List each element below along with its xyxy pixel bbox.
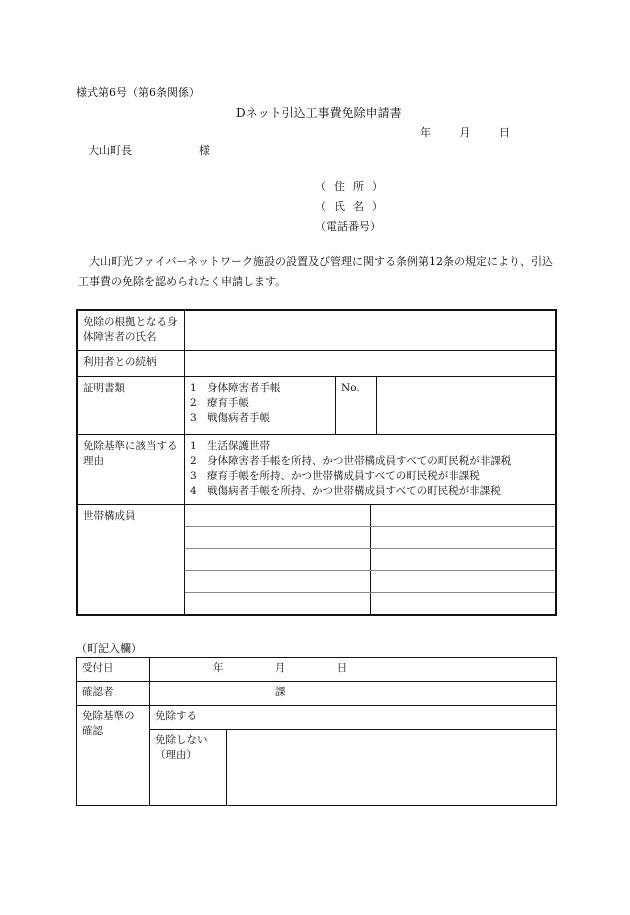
certificate-option[interactable]: 1 身体障害者手帳: [190, 381, 281, 394]
household-cell[interactable]: [370, 592, 555, 614]
household-cell[interactable]: [185, 505, 370, 527]
disabled-person-name-field[interactable]: [185, 310, 557, 350]
form-number: 様式第6号（第6条関係）: [76, 86, 200, 99]
household-cell[interactable]: [370, 505, 555, 527]
phone-label: （電話番号）: [315, 220, 381, 233]
addressee-suffix: 様: [199, 144, 210, 157]
addressee-name: 大山町長: [88, 144, 132, 157]
date-line: [420, 124, 510, 140]
addressee: [88, 142, 210, 158]
day-label: 日: [499, 126, 510, 139]
exempt-option[interactable]: 免除する: [150, 706, 557, 730]
applicant-block: [315, 177, 383, 237]
reason-option[interactable]: 2 身体障害者手帳を所持、かつ世帯構成員すべての町民税が非課税: [190, 454, 512, 467]
certificate-number-field[interactable]: [377, 376, 557, 434]
received-date-field[interactable]: [150, 658, 557, 682]
town-table: [76, 657, 557, 806]
certificate-number-label: No.: [336, 376, 377, 434]
month-label: 月: [459, 126, 471, 139]
received-month-label: 月: [274, 662, 286, 674]
name-label: （ 氏 名 ）: [315, 200, 383, 213]
household-grid: [185, 505, 555, 614]
relationship-field[interactable]: [185, 350, 557, 376]
exemption-reason-label: 免除基準に該当する理由: [77, 434, 185, 504]
not-exempt-option[interactable]: [150, 730, 227, 806]
received-date-label: 受付日: [77, 658, 150, 682]
certificate-option[interactable]: 3 戦傷病者手帳: [190, 411, 270, 424]
household-members-grid: [185, 504, 557, 615]
not-exempt-label: 免除しない: [155, 734, 208, 746]
reason-option[interactable]: 1 生活保護世帯: [190, 439, 270, 452]
criteria-check-label: 免除基準の確認: [77, 706, 150, 806]
relationship-label: 利用者との続柄: [77, 350, 185, 376]
household-cell[interactable]: [185, 570, 370, 592]
application-table: [76, 309, 557, 616]
reason-option[interactable]: 4 戦傷病者手帳を所持、かつ世帯構成員すべての町民税が非課税: [190, 484, 501, 497]
household-cell[interactable]: [185, 526, 370, 548]
received-year-label: 年: [213, 662, 224, 674]
received-day-label: 日: [336, 662, 348, 674]
certificate-option[interactable]: 2 療育手帳: [190, 396, 249, 409]
confirmer-label: 確認者: [77, 682, 150, 706]
household-members-label: 世帯構成員: [77, 504, 185, 615]
address-label: （ 住 所 ）: [315, 180, 383, 193]
reason-label: （理由）: [155, 749, 197, 761]
year-label: 年: [420, 126, 431, 139]
section-suffix: 課: [275, 686, 286, 698]
reason-option[interactable]: 3 療育手帳を所持、かつ世帯構成員すべての町民税が非課税: [190, 469, 480, 482]
certificate-label: 証明書類: [77, 376, 185, 434]
household-cell[interactable]: [185, 592, 370, 614]
town-section-label: （町記入欄）: [76, 642, 142, 655]
confirmer-field[interactable]: [150, 682, 557, 706]
page-title: Dネット引込工事費免除申請書: [236, 106, 402, 120]
exemption-reason-options[interactable]: [185, 434, 557, 504]
household-cell[interactable]: [370, 526, 555, 548]
intro-text: 大山町光ファイバーネットワーク施設の設置及び管理に関する条例第12条の規定により、引込工事費の免除を認められたく申請します。: [78, 255, 554, 288]
not-exempt-reason-field[interactable]: [227, 730, 557, 806]
certificate-options[interactable]: [185, 376, 336, 434]
disabled-person-name-label: 免除の根拠となる身体障害者の氏名: [77, 310, 185, 350]
household-cell[interactable]: [370, 548, 555, 570]
household-cell[interactable]: [185, 548, 370, 570]
household-cell[interactable]: [370, 570, 555, 592]
